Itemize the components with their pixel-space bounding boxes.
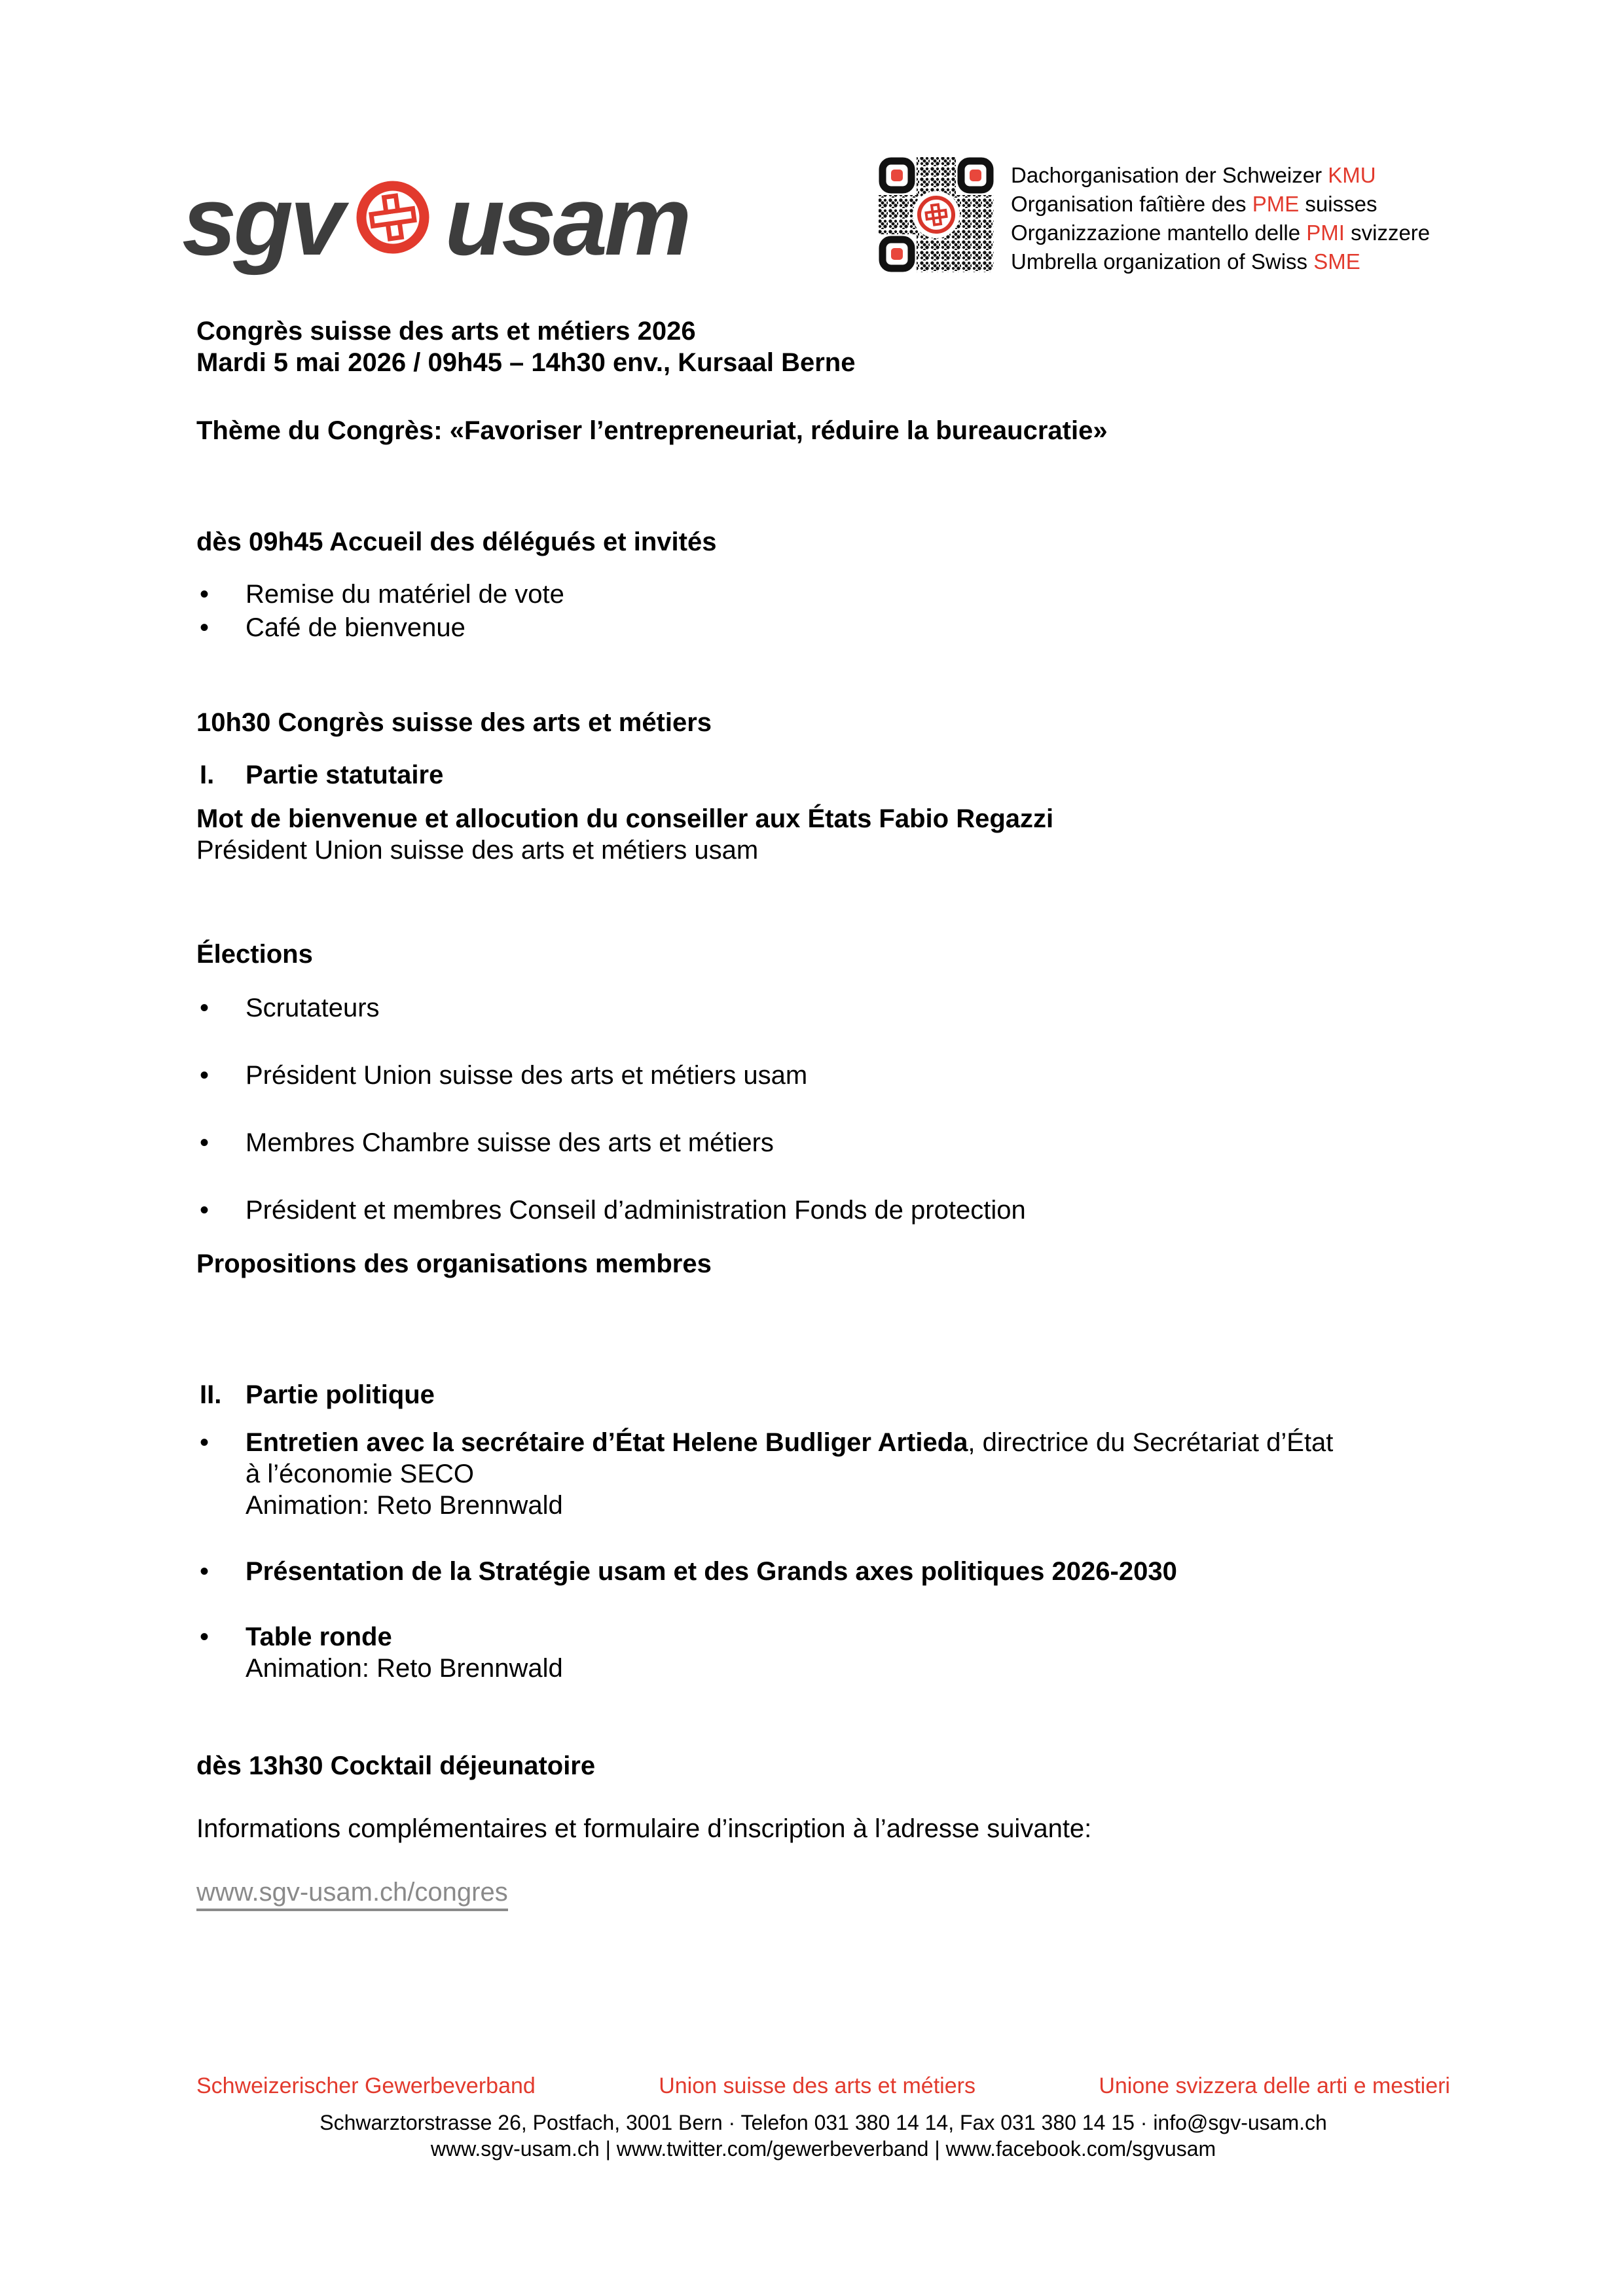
part1-numeral: I. [200, 761, 215, 789]
list-item: • Président et membres Conseil d’administration Fonds de protection [196, 1194, 1427, 1226]
logo-text-sgv: sgv [182, 166, 342, 276]
politics-item-animation: Animation: Reto Brennwald [246, 1491, 563, 1520]
politics-item-strategie: • Présentation de la Stratégie usam et des Grands axes politiques 2026-2030 [196, 1556, 1427, 1587]
congress-theme: Thème du Congrès: «Favoriser l’entrepreneuriat, réduire la bureaucratie» [196, 416, 1108, 445]
heading-cocktail: dès 13h30 Cocktail déjeunatoire [196, 1751, 596, 1780]
heading-part1 [196, 759, 1427, 791]
elections-list [196, 992, 1427, 1226]
swiss-cross-at-icon [352, 176, 434, 266]
bullet-icon: • [200, 1623, 210, 1651]
footer-org-de: Schweizerischer Gewerbeverband [196, 2073, 536, 2098]
list-item: • Remise du matériel de vote [196, 579, 1427, 610]
org-line-fr: Organisation faîtière des PME suisses [1011, 192, 1377, 216]
sgv-usam-logo [182, 166, 689, 276]
qr-code [877, 156, 995, 281]
speech-block [196, 803, 1427, 866]
org-line-it: Organizzazione mantello delle PMI svizzere [1011, 221, 1431, 245]
footer-org-fr: Union suisse des arts et métiers [659, 2073, 976, 2098]
table-ronde-title: Table ronde [246, 1623, 392, 1651]
bullet-icon: • [200, 613, 210, 642]
table-ronde-animation: Animation: Reto Brennwald [246, 1654, 563, 1683]
logo-text-usam: usam [445, 166, 689, 276]
footer-address: Schwarztorstrasse 26, Postfach, 3001 Bern · Telefon 031 380 14 14, Fax 031 380 14 15 · info@sgv-usam.ch [319, 2111, 1327, 2134]
heading-part2 [196, 1379, 1427, 1410]
list-item: • Scrutateurs [196, 992, 1427, 1024]
list-item: • Membres Chambre suisse des arts et métiers [196, 1127, 1427, 1158]
bullet-icon: • [200, 1428, 210, 1457]
heading-propositions: Propositions des organisations membres [196, 1249, 712, 1278]
footer-web-links: www.sgv-usam.ch | www.twitter.com/gewerbeverband | www.facebook.com/sgvusam [430, 2137, 1216, 2161]
list-item: • Président Union suisse des arts et métiers usam [196, 1060, 1427, 1091]
list-item: • Café de bienvenue [196, 612, 1427, 643]
org-line-de: Dachorganisation der Schweizer KMU [1011, 163, 1376, 187]
bullet-icon: • [200, 1061, 210, 1090]
document-title [196, 315, 1427, 378]
title-line1: Congrès suisse des arts et métiers 2026 [196, 317, 696, 346]
heading-congress: 10h30 Congrès suisse des arts et métiers [196, 708, 712, 737]
registration-link-wrap [196, 1876, 508, 1908]
bullet-icon: • [200, 994, 210, 1022]
registration-link[interactable]: www.sgv-usam.ch/congres [196, 1878, 508, 1911]
org-description-block [1011, 161, 1430, 276]
politics-item-entretien [196, 1427, 1427, 1521]
part2-numeral: II. [200, 1380, 222, 1409]
org-line-en: Umbrella organization of Swiss SME [1011, 249, 1360, 274]
footer-org-names [196, 2073, 1450, 2099]
bullet-icon: • [200, 1128, 210, 1157]
footer-org-it: Unione svizzera delle arti e mestieri [1099, 2073, 1450, 2098]
bullet-icon: • [200, 1557, 210, 1586]
bullet-icon: • [200, 580, 210, 609]
part1-title: Partie statutaire [246, 761, 444, 789]
heading-welcome: dès 09h45 Accueil des délégués et invités [196, 528, 717, 556]
info-line: Informations complémentaires et formulaire d’inscription à l’adresse suivante: [196, 1814, 1092, 1843]
speech-subtitle: Président Union suisse des arts et métiers usam [196, 836, 759, 865]
speech-heading: Mot de bienvenue et allocution du conseiller aux États Fabio Regazzi [196, 804, 1054, 833]
bullet-icon: • [200, 1196, 210, 1225]
heading-elections: Élections [196, 940, 313, 969]
politics-item-table-ronde [196, 1621, 1427, 1684]
welcome-list [196, 579, 1427, 645]
politics-item-line2: à l’économie SECO [246, 1460, 475, 1488]
title-line2: Mardi 5 mai 2026 / 09h45 – 14h30 env., Kursaal Berne [196, 348, 856, 377]
politics-item-line1: Entretien avec la secrétaire d’État Helene Budliger Artieda, directrice du Secrétariat d’État [246, 1428, 1334, 1457]
part2-title: Partie politique [246, 1380, 435, 1409]
